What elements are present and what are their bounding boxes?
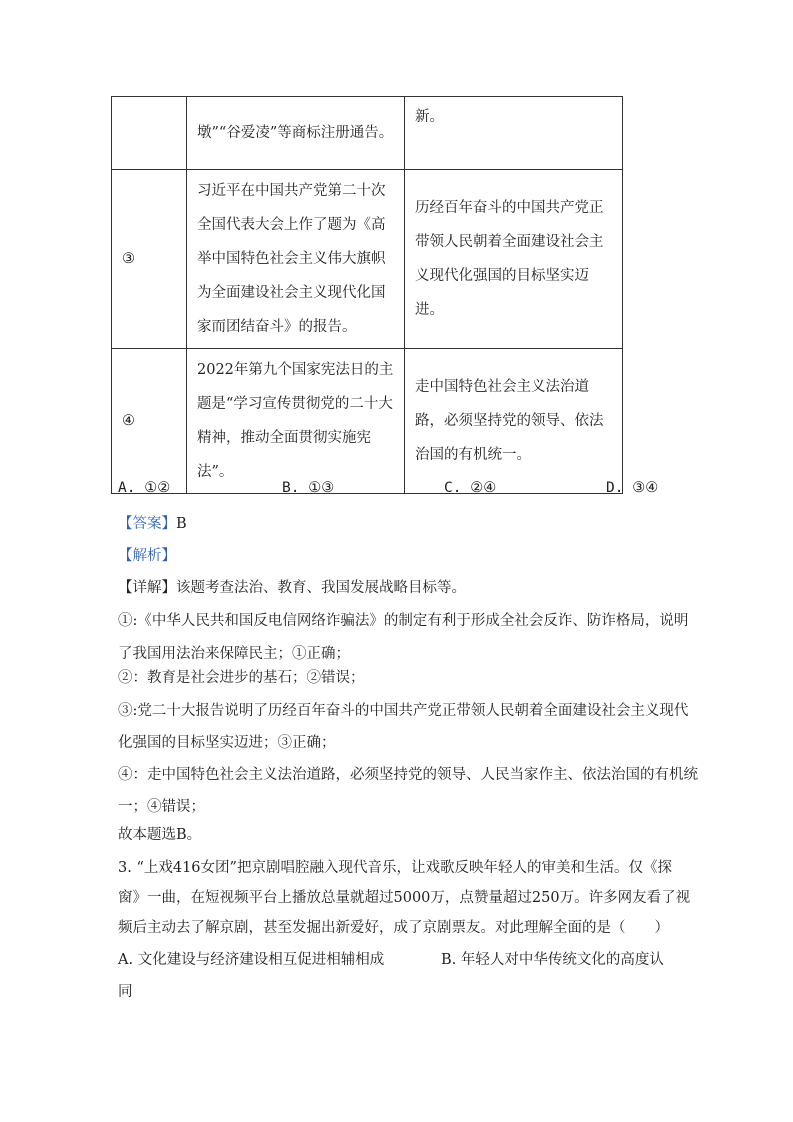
question-3-line-3: 频后主动去了解京剧，甚至发掘出新爱好，成了京剧票友。对此理解全面的是（ ） xyxy=(118,920,669,936)
detail-line xyxy=(118,576,466,597)
detail-point-1-cont: 了我国用法治来保障民主；①正确； xyxy=(118,646,350,662)
meaning-cell: 走中国特色社会主义法治道路，必须坚持党的领导、依法治国的有机统一。 xyxy=(405,349,623,494)
detail-point-3: ③:党二十大报告说明了历经百年奋斗的中国共产党正带领人民朝着全面建设社会主义现代 xyxy=(118,703,689,719)
option-a: A. ①② xyxy=(118,480,171,496)
detail-text: 该题考查法治、教育、我国发展战略目标等。 xyxy=(176,580,466,596)
table-row xyxy=(112,349,623,494)
answer-line xyxy=(118,512,187,533)
event-cell: 墩”“谷爱凌”等商标注册通告。 xyxy=(187,97,405,170)
question-3-option-b-cont: 同 xyxy=(118,984,133,1000)
conclusion: 故本题选B。 xyxy=(118,827,202,843)
question-3-option-b: B. 年轻人对中华传统文化的高度认 xyxy=(441,952,664,968)
detail-point-2: ②：教育是社会进步的基石；②错误； xyxy=(118,670,365,686)
option-b: B. ①③ xyxy=(282,480,335,496)
event-cell: 习近平在中国共产党第二十次全国代表大会上作了题为《高举中国特色社会主义伟大旗帜为全面建设社会主义现代化国家而团结奋斗》的报告。 xyxy=(187,170,405,349)
table-row xyxy=(112,97,623,170)
event-cell: 2022年第九个国家宪法日的主题是“学习宣传贯彻党的二十大精神，推动全面贯彻实施宪法”。 xyxy=(187,349,405,494)
question-3-line-2: 窗》一曲，在短视频平台上播放总量就超过5000万，点赞量超过250万。许多网友看了视 xyxy=(118,890,691,906)
row-number xyxy=(112,97,187,170)
question-table xyxy=(111,96,623,494)
detail-point-4: ④：走中国特色社会主义法治道路，必须坚持党的领导、人民当家作主、依法治国的有机统 xyxy=(118,767,698,783)
row-number: ④ xyxy=(112,349,187,494)
analysis-label: 【解析】 xyxy=(118,548,176,564)
row-number: ③ xyxy=(112,170,187,349)
option-d: D. ③④ xyxy=(606,480,659,496)
meaning-cell: 历经百年奋斗的中国共产党正带领人民朝着全面建设社会主义现代化强国的目标坚实迈进。 xyxy=(405,170,623,349)
table-row xyxy=(112,170,623,349)
answer-label: 【答案】 xyxy=(118,516,176,532)
answer-value: B xyxy=(176,516,187,532)
detail-label: 【详解】 xyxy=(118,580,176,596)
option-c: C. ②④ xyxy=(444,480,497,496)
detail-point-3-cont: 化强国的目标坚实迈进；③正确； xyxy=(118,735,336,751)
question-3-line-1: 3. “上戏416女团”把京剧唱腔融入现代音乐，让戏歌反映年轻人的审美和生活。仅《探 xyxy=(118,860,672,876)
detail-point-4-cont: 一；④错误； xyxy=(118,799,205,815)
question-3-option-a: A. 文化建设与经济建设相互促进相辅相成 xyxy=(118,952,385,968)
detail-point-1: ①:《中华人民共和国反电信网络诈骗法》的制定有利于形成全社会反诈、防诈格局，说明 xyxy=(118,613,689,629)
meaning-cell: 新。 xyxy=(405,97,623,170)
